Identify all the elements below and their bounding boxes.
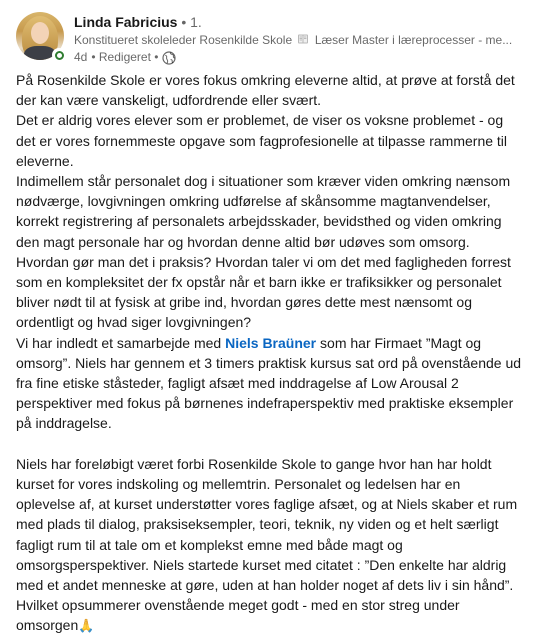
- paragraph-text: som har Firmaet ”Magt og omsorg”. Niels har gennem et 3 timers praktisk kursus sat ord på ovenstående ud fra fine etiske ståsteder, fagligt afsæt med inddragelse af Low Arousal 2 perspektiver med fokus på børnenes indefraperspektiv med praktiske eksempler på inddragelse.: [16, 334, 522, 432]
- paragraph-text: Niels har foreløbigt været forbi Rosenkilde Skole to gange hvor han har holdt kurset for vores indskoling og mellemtrin. Personalet og ledelsen har en oplevelse af, at kurset understøtter vores faglige afsæt, og at Niels skaber et rum med plads til dialog, praksiseksempler, teori, teknik, ny viden og et helt særligt fagligt rum til at tale om et komplekst emne med både magt og omsorgsperspektiver. Niels startede kurset med citatet : ”Den enkelte har aldrig med et andet menneske at gøre, uden at han holder noget af dets liv i sin hånd”. Hvilket opsummerer ovenstående meget godt - med en stor streg under omsorgen: [16, 455, 518, 634]
- mention-link-niels-brauner[interactable]: Niels Braüner: [225, 334, 317, 351]
- post-header: [16, 12, 524, 66]
- post-paragraph: Det er aldrig vores elever som er problemet, de viser os voksne problemet - og det er vores fornemmeste opgave som fagprofesionelle at tilpasse rammerne til eleverne.: [16, 112, 508, 169]
- post-paragraph: På Rosenkilde Skole er vores fokus omkring eleverne altid, at prøve at forstå det der kan være vanskeligt, udfordrende eller svært.: [16, 72, 515, 109]
- author-name[interactable]: Linda Fabricius: [74, 14, 178, 30]
- connection-degree: • 1.: [181, 14, 202, 30]
- headline-text-start: Konstitueret skoleleder Rosenkilde Skole: [74, 33, 296, 47]
- post-paragraph: Hvordan gør man det i praksis? Hvordan taler vi om det med fagligheden forrest som en kompleksitet der fx opstår når et barn ikke er trafiksikker og personalet bliver nødt til at fysisk at gribe ind, hvordan gøres dette mest nænsomt og ordentligt og hvad siger lovgivningen?: [16, 253, 511, 331]
- post-age: 4d: [74, 50, 88, 64]
- post-paragraph: [16, 454, 522, 636]
- author-name-line: [74, 12, 524, 32]
- book-icon: [297, 33, 309, 49]
- paragraph-text: Vi har indledt et samarbejde med: [16, 334, 226, 351]
- paragraph-gap: [16, 434, 522, 454]
- author-meta: [74, 12, 524, 66]
- post-paragraph: Indimellem står personalet dog i situationer som kræver viden omkring nænsom nødværge, lovgivningen omkring udførelse af skånsomme magtanvendelser, korrekt registrering af personalets arbejdsskader, bevidsthed og viden omkring den magt personale har og hvordan denne altid bør udøves som omsorg.: [16, 173, 511, 250]
- headline-text-end: Læser Master i læreprocesser - me...: [314, 33, 513, 47]
- post-time-line: [74, 49, 524, 66]
- globe-icon: [162, 51, 176, 65]
- praying-hands-icon: 🙏: [78, 618, 95, 634]
- online-status-icon: [52, 48, 66, 62]
- post-paragraph-with-mention: [16, 333, 522, 434]
- avatar-face: [31, 22, 49, 44]
- post-body: [16, 70, 522, 636]
- edited-label: • Redigeret •: [91, 50, 159, 64]
- author-headline: [74, 32, 514, 49]
